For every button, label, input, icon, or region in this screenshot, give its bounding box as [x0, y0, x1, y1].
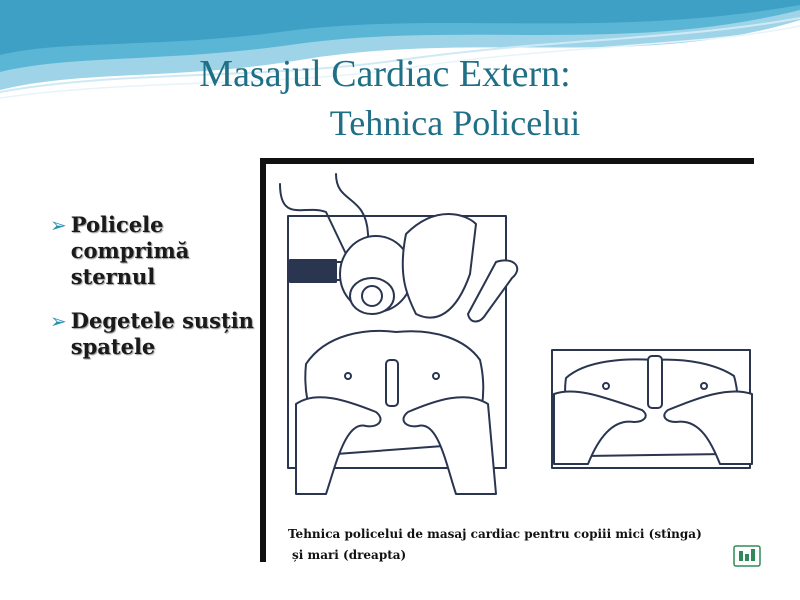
cpr-illustration [266, 164, 754, 524]
caption-line2: și mari (dreapta) [292, 548, 407, 562]
arrow-bullet-icon: ➢ [50, 213, 67, 237]
slide-corner-icon [733, 545, 761, 567]
arrow-bullet-icon: ➢ [50, 309, 67, 333]
slide-title-line1: Masajul Cardiac Extern: [199, 53, 571, 95]
bullet-list [50, 212, 260, 378]
bullet-text: Policele comprimă sternul [70, 212, 190, 289]
bullet-text: Degetele susțin spatele [70, 308, 254, 359]
slide-title-line2: Tehnica Policelui [329, 103, 581, 143]
figure-caption [288, 524, 758, 566]
caption-line1: Tehnica policelui de masaj cardiac pentru copiii mici (stînga) [288, 527, 702, 541]
bullet-item-fingers [50, 308, 260, 360]
bullet-item-thumbs [50, 212, 260, 290]
